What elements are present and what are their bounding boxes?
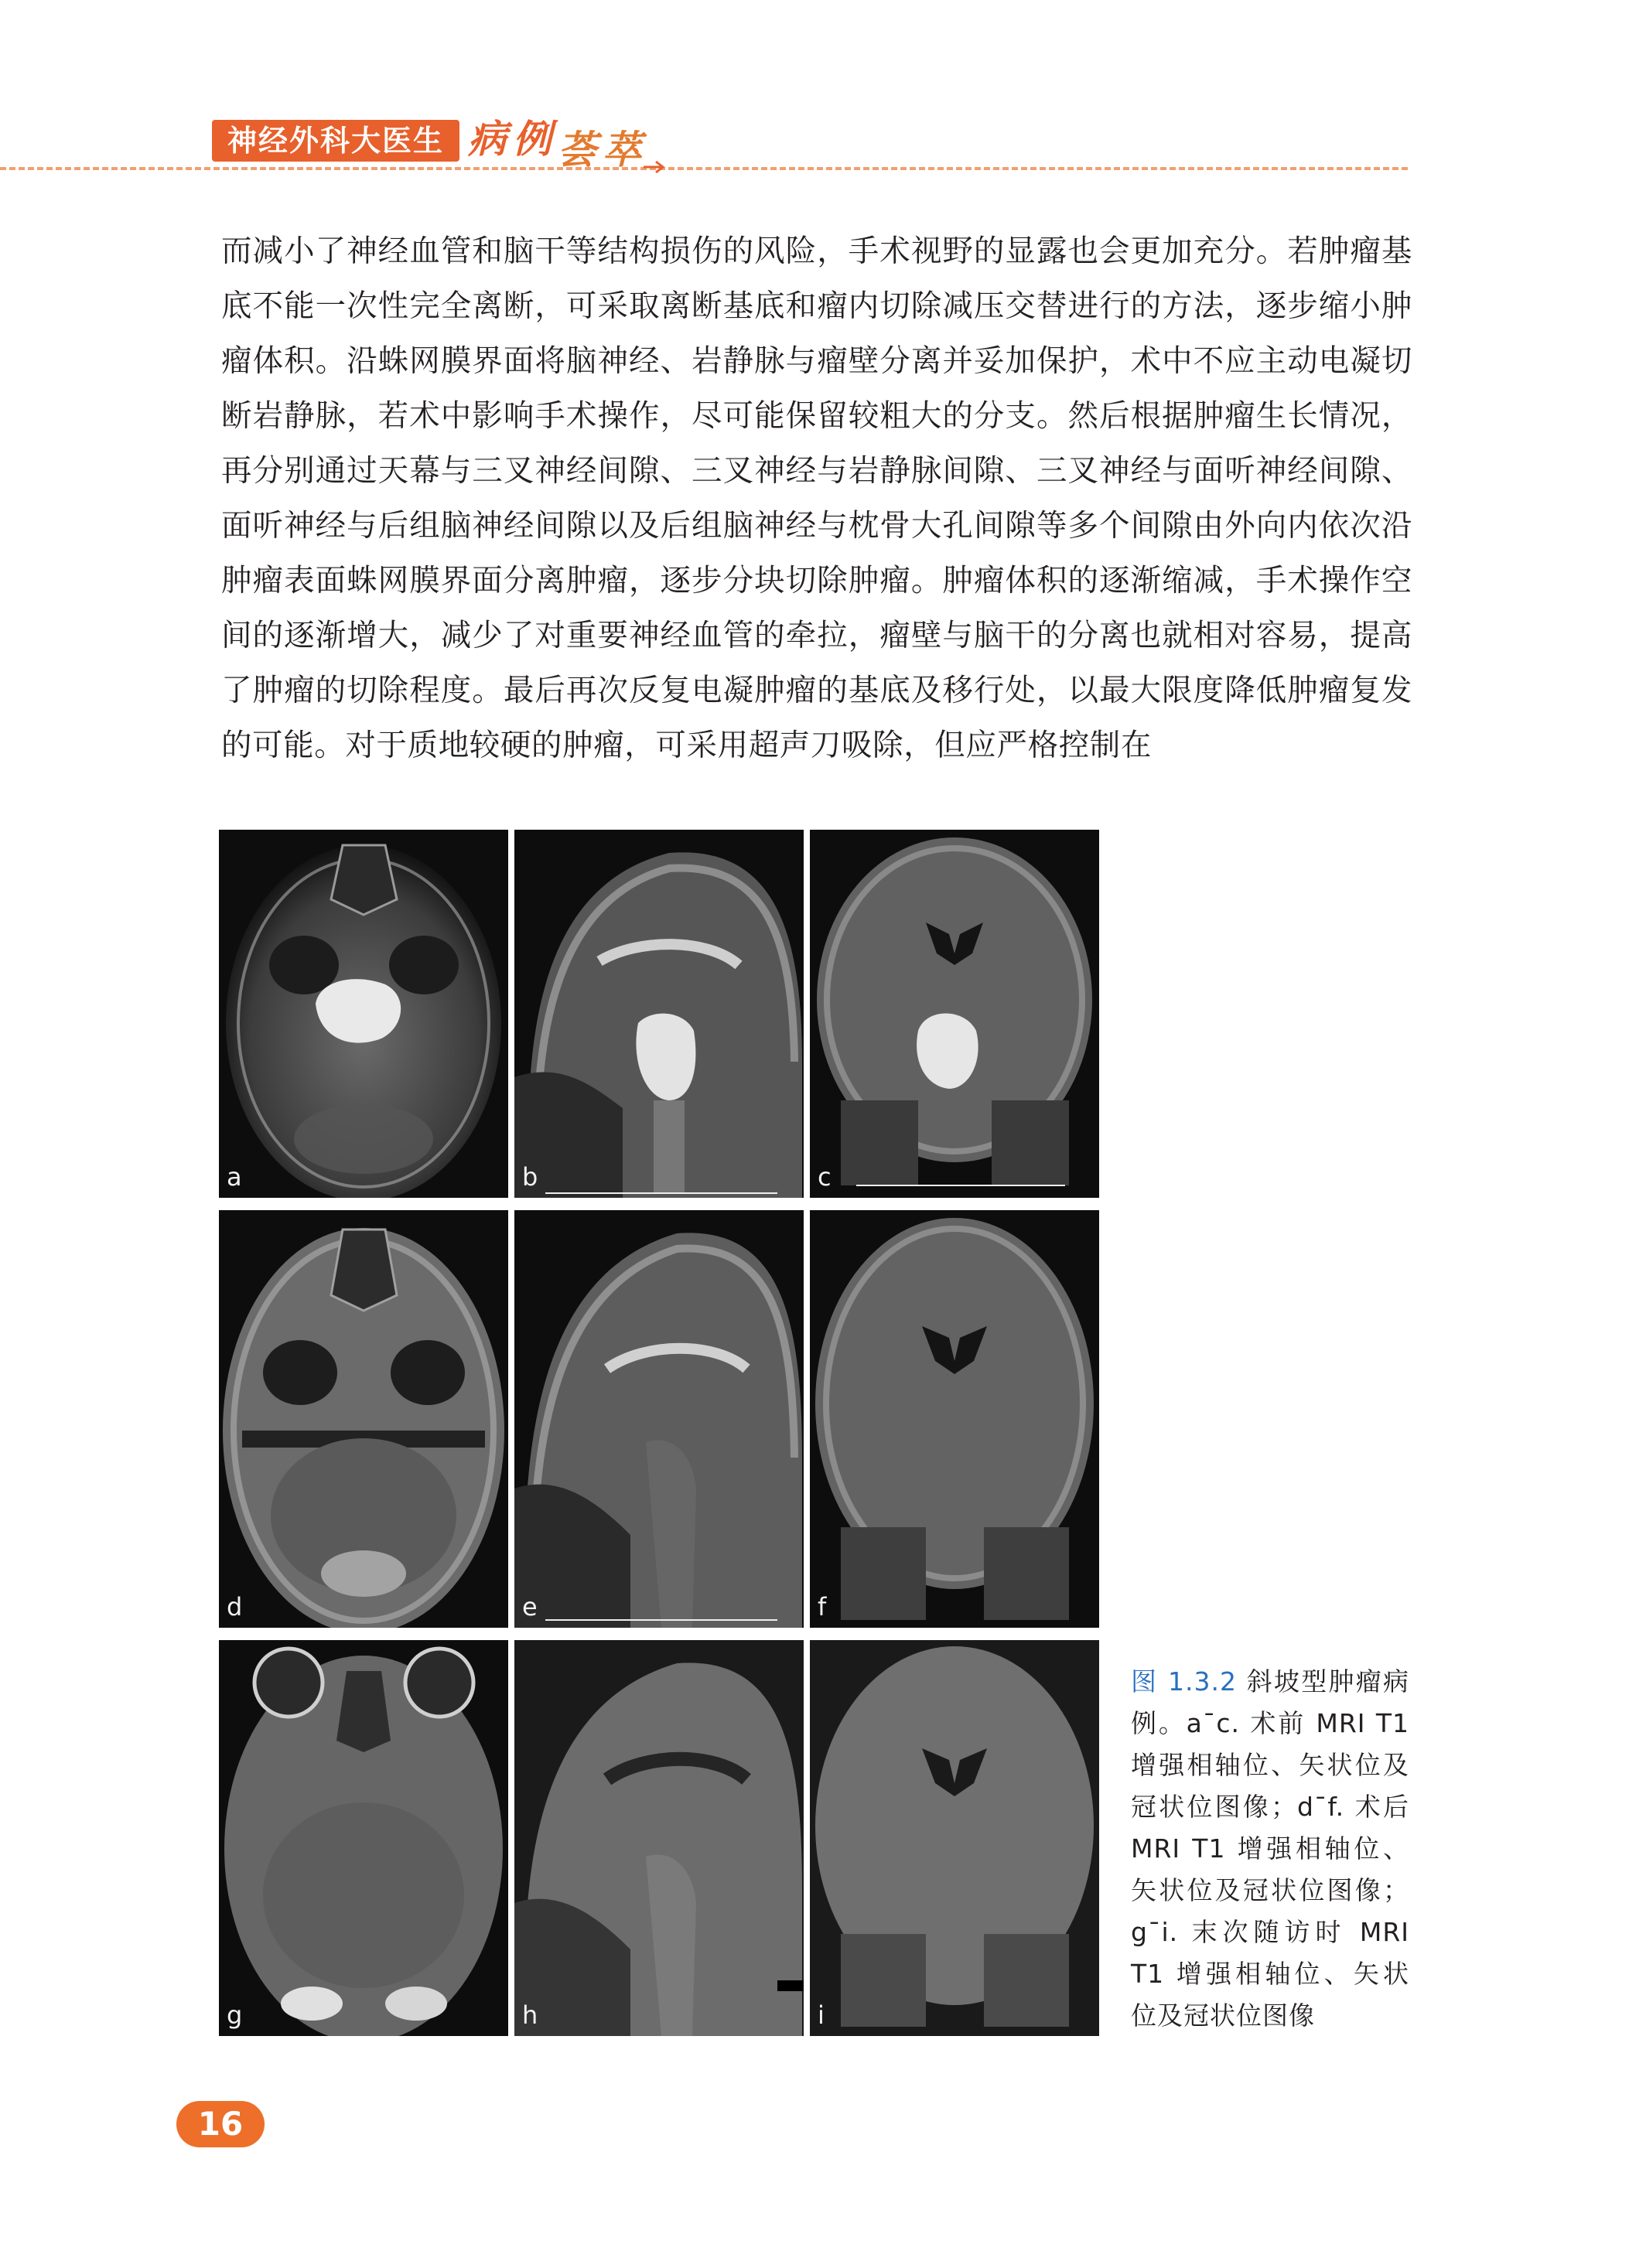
mri-image-coronal-postop bbox=[810, 1210, 1099, 1628]
mri-image-axial-postop bbox=[219, 1210, 508, 1628]
mri-image-axial-preop bbox=[219, 830, 508, 1198]
page-number: 16 bbox=[176, 2101, 265, 2147]
header-divider bbox=[0, 167, 1408, 170]
panel-letter-g: g bbox=[227, 2000, 243, 2030]
panel-letter-f: f bbox=[818, 1592, 827, 1622]
panel-letter-i: i bbox=[818, 2000, 825, 2030]
mri-panel-f bbox=[810, 1210, 1099, 1628]
figure-caption bbox=[1131, 1661, 1409, 2037]
mri-image-axial-followup bbox=[219, 1640, 508, 2036]
mri-panel-g bbox=[219, 1640, 508, 2036]
body-paragraph: 而减小了神经血管和脑干等结构损伤的风险，手术视野的显露也会更加充分。若肿瘤基底不能一次性完全离断，可采取离断基底和瘤内切除减压交替进行的方法，逐步缩小肿瘤体积。沿蛛网膜界面将脑神经、岩静脉与瘤壁分离并妥加保护，术中不应主动电凝切断岩静脉，若术中影响手术操作，尽可能保留较粗大的分支。然后根据肿瘤生长情况，再分别通过天幕与三叉神经间隙、三叉神经与岩静脉间隙、三叉神经与面听神经间隙、面听神经与后组脑神经间隙以及后组脑神经与枕骨大孔间隙等多个间隙由外向内依次沿肿瘤表面蛛网膜界面分离肿瘤，逐步分块切除肿瘤。肿瘤体积的逐渐缩减，手术操作空间的逐渐增大，减少了对重要神经血管的牵拉，瘤壁与脑干的分离也就相对容易，提高了肿瘤的切除程度。最后再次反复电凝肿瘤的基底及移行处，以最大限度降低肿瘤复发的可能。对于质地较硬的肿瘤，可采用超声刀吸除，但应严格控制在 bbox=[221, 234, 1412, 763]
mri-panel-h bbox=[514, 1640, 804, 2036]
panel-letter-h: h bbox=[522, 2000, 538, 2030]
arrow-icon bbox=[642, 158, 665, 176]
panel-letter-b: b bbox=[522, 1162, 538, 1192]
running-header bbox=[0, 0, 1629, 201]
mri-panel-i bbox=[810, 1640, 1099, 2036]
mri-panel-d bbox=[219, 1210, 508, 1628]
series-word-2: 荟萃 bbox=[558, 127, 647, 172]
mri-image-coronal-preop bbox=[810, 830, 1099, 1198]
series-word-1: 病例 bbox=[468, 116, 558, 162]
mri-image-coronal-followup bbox=[810, 1640, 1099, 2036]
book-title-tab: 神经外科大医生 bbox=[212, 120, 459, 162]
mri-panel-c bbox=[810, 830, 1099, 1198]
figure-label: 图 1.3.2 bbox=[1131, 1666, 1237, 1697]
mri-image-sagittal-followup bbox=[514, 1640, 804, 2036]
mri-image-sagittal-postop bbox=[514, 1210, 804, 1628]
mri-panel-a bbox=[219, 830, 508, 1198]
panel-letter-c: c bbox=[818, 1162, 832, 1192]
figure-caption-text: 斜坡型肿瘤病例。a¯c. 术前 MRI T1 增强相轴位、矢状位及冠状位图像；d¯f. 术后 MRI T1 增强相轴位、矢状位及冠状位图像；g¯i. 末次随访时 MRI T1 增强相轴位、矢状位及冠状位图像 bbox=[1131, 1666, 1409, 2031]
mri-panel-b bbox=[514, 830, 804, 1198]
mri-panel-e bbox=[514, 1210, 804, 1628]
mri-image-sagittal-preop bbox=[514, 830, 804, 1198]
panel-letter-d: d bbox=[227, 1592, 243, 1622]
panel-letter-e: e bbox=[522, 1592, 538, 1622]
mri-figure bbox=[219, 830, 1110, 2038]
series-title bbox=[468, 108, 647, 172]
panel-letter-a: a bbox=[227, 1162, 242, 1192]
